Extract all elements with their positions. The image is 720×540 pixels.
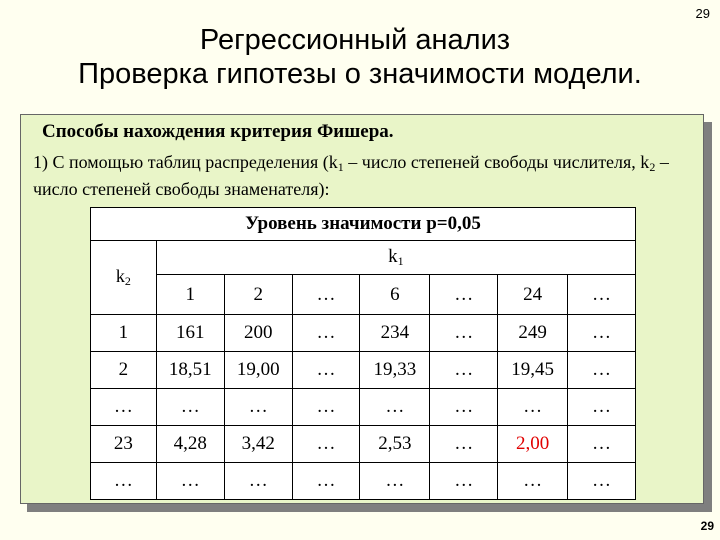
k2-value-cell: 23: [91, 426, 157, 463]
table-cell: …: [224, 389, 292, 426]
k1-header: $k_1$: [156, 241, 635, 275]
k1-value-cell: …: [568, 275, 636, 315]
table-cell: …: [292, 463, 360, 500]
table-cell: …: [568, 463, 636, 500]
table-cell: …: [292, 352, 360, 389]
table-cell: 19,33: [360, 352, 430, 389]
significance-level: Уровень значимости p=0,05: [91, 208, 636, 241]
table-cell: …: [430, 463, 498, 500]
table-cell: 200: [224, 315, 292, 352]
slide-number-top: 29: [695, 6, 710, 21]
table-row: [91, 389, 636, 426]
paragraph-text: 1) С помощью таблиц распределения ($k_1$ – число степеней свободы числителя, $k_2$ – число степеней свободы знаменателя):: [33, 152, 669, 199]
table-cell: …: [498, 463, 568, 500]
table-cell: 2,53: [360, 426, 430, 463]
table-cell: …: [568, 315, 636, 352]
k1-value-cell: …: [430, 275, 498, 315]
table-cell: 19,45: [498, 352, 568, 389]
table-cell: 18,51: [156, 352, 224, 389]
k2-value-cell: 1: [91, 315, 157, 352]
table-cell: 234: [360, 315, 430, 352]
table-cell: …: [568, 389, 636, 426]
k1-value-cell: 2: [224, 275, 292, 315]
table-cell: 161: [156, 315, 224, 352]
table-cell: …: [360, 389, 430, 426]
table-cell: …: [430, 315, 498, 352]
k2-header: $k_2$: [91, 241, 157, 315]
table-cell: 3,42: [224, 426, 292, 463]
slide-number-bottom: 29: [700, 519, 714, 533]
k1-value-cell: 6: [360, 275, 430, 315]
table-cell: 4,28: [156, 426, 224, 463]
table-cell: …: [292, 315, 360, 352]
table-row: [91, 315, 636, 352]
table-cell: 19,00: [224, 352, 292, 389]
table-cell: …: [292, 389, 360, 426]
k1-value-cell: …: [292, 275, 360, 315]
k1-value-cell: 24: [498, 275, 568, 315]
highlighted-critical-value: 2,00: [498, 426, 568, 463]
section-heading: Способы нахождения критерия Фишера.: [42, 121, 394, 142]
fisher-table: [90, 207, 636, 500]
table-cell: …: [360, 463, 430, 500]
table-cell: …: [292, 426, 360, 463]
k2-value-cell: …: [91, 389, 157, 426]
table-row: [91, 426, 636, 463]
table-cell: …: [156, 389, 224, 426]
table-cell: …: [498, 389, 568, 426]
table-cell: …: [568, 426, 636, 463]
table-cell: …: [156, 463, 224, 500]
k2-value-cell: …: [91, 463, 157, 500]
table-cell: …: [224, 463, 292, 500]
table-cell: …: [430, 389, 498, 426]
table-cell: …: [430, 426, 498, 463]
table-row: [91, 352, 636, 389]
title-line-2: Проверка гипотезы о значимости модели.: [78, 58, 642, 90]
title-line-1: Регрессионный анализ: [199, 24, 511, 56]
k2-value-cell: 2: [91, 352, 157, 389]
table-row: [91, 463, 636, 500]
k1-value-cell: 1: [156, 275, 224, 315]
table-cell: …: [430, 352, 498, 389]
table-cell: 249: [498, 315, 568, 352]
table-cell: …: [568, 352, 636, 389]
